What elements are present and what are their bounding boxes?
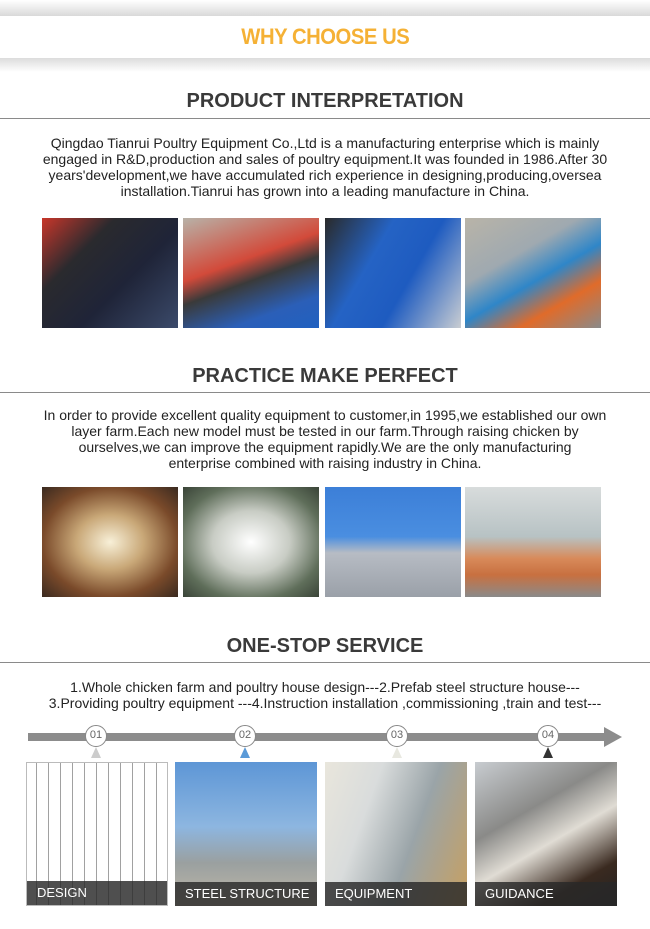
card-caption: STEEL STRUCTURE: [175, 882, 317, 906]
one-stop-service-text: [0, 679, 650, 711]
text-line: enterprise combined with raising industry in China.: [168, 455, 482, 471]
service-card-steel-structure: [175, 762, 317, 906]
layer-cage-house-photo: [42, 487, 178, 597]
timeline-bar: [28, 733, 604, 741]
text-line: Qingdao Tianrui Poultry Equipment Co.,Ltd is a manufacturing enterprise which is mainly: [50, 135, 600, 151]
text-line: engaged in R&D,production and sales of poultry equipment.It was founded in 1986.After 30: [42, 151, 608, 167]
text-line: 1.Whole chicken farm and poultry house design---2.Prefab steel structure house---: [70, 679, 580, 695]
machine-operator-photo: [183, 218, 319, 328]
pointer-icon: [392, 747, 402, 758]
step-badge-04: 04: [537, 725, 559, 747]
corridor-photo: [183, 487, 319, 597]
service-card-guidance: [475, 762, 617, 906]
egg-conveyor-photo: [465, 487, 601, 597]
text-line: ourselves,we can improve the equipment rapidly.We are the only manufacturing: [78, 439, 572, 455]
text-line: 3.Providing poultry equipment ---4.Instruction installation ,commissioning ,train and test---: [48, 695, 602, 711]
service-card-equipment: [325, 762, 467, 906]
top-shadow: [0, 0, 650, 16]
step-badge-01: 01: [85, 725, 107, 747]
timeline-arrow-icon: [604, 727, 622, 747]
pointer-icon: [240, 747, 250, 758]
card-caption: EQUIPMENT: [325, 882, 467, 906]
press-brake-worker-photo: [42, 218, 178, 328]
divider: [0, 662, 650, 663]
text-line: installation.Tianrui has grown into a leading manufacture in China.: [120, 183, 530, 199]
card-caption: DESIGN: [27, 881, 167, 905]
banner-title: WHY CHOOSE US: [241, 24, 409, 49]
step-badge-03: 03: [386, 725, 408, 747]
text-line: In order to provide excellent quality equipment to customer,in 1995,we established our own: [43, 407, 607, 423]
service-card-design: [26, 762, 168, 906]
section-title-product-interpretation: PRODUCT INTERPRETATION: [186, 90, 464, 112]
divider: [0, 392, 650, 393]
worker-gloves-sheet-photo: [325, 218, 461, 328]
card-caption: GUIDANCE: [475, 882, 617, 906]
step-badge-02: 02: [234, 725, 256, 747]
product-interpretation-text: [0, 135, 650, 199]
pointer-icon: [91, 747, 101, 758]
blue-production-line-photo: [465, 218, 601, 328]
feed-silos-photo: [325, 487, 461, 597]
text-line: layer farm.Each new model must be tested in our farm.Through raising chicken by: [71, 423, 579, 439]
pointer-icon: [543, 747, 553, 758]
text-line: years'development,we have accumulated rich experience in designing,producing,oversea: [48, 167, 602, 183]
banner-shadow: [0, 58, 650, 72]
practice-make-perfect-text: [0, 407, 650, 471]
divider: [0, 118, 650, 119]
section-title-one-stop-service: ONE-STOP SERVICE: [226, 635, 424, 657]
why-choose-us-banner: [0, 16, 650, 58]
section-title-practice-make-perfect: PRACTICE MAKE PERFECT: [192, 365, 458, 387]
